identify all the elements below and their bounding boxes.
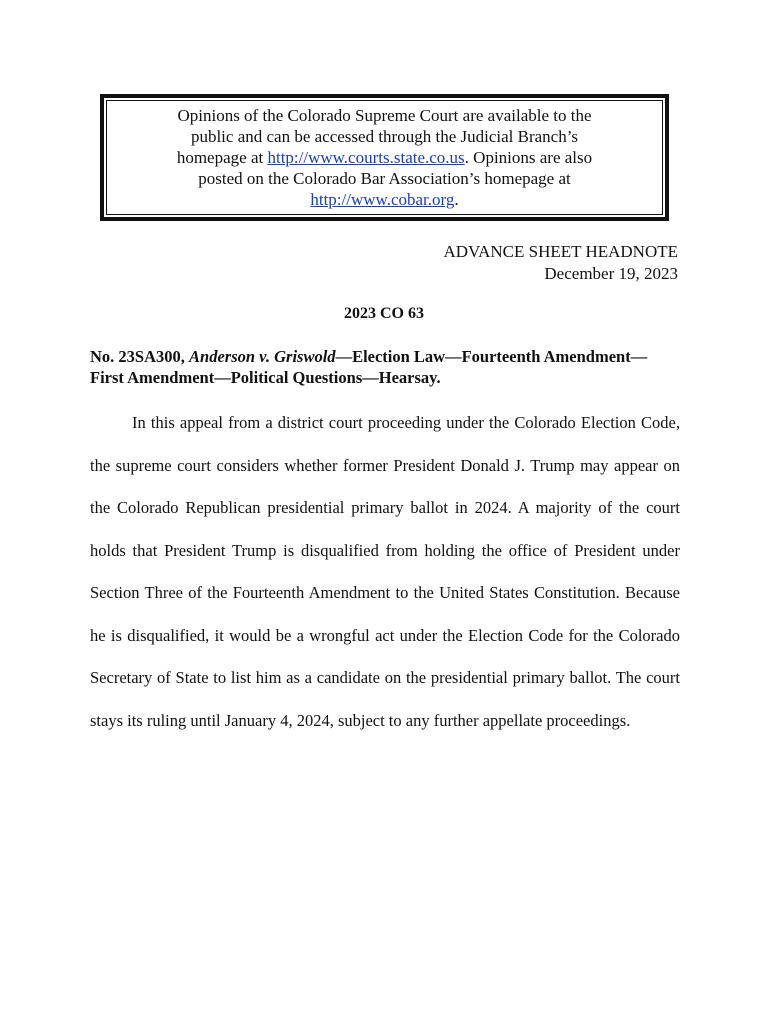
summary-paragraph: In this appeal from a district court proceeding under the Colorado Election Code, the supreme court considers whether former President Donald J. Trump may appear on the Colorado Republican presidential primary ballot in 2024. A majority of the court holds that President Trump is disqualified from holding the office of President under Section Three of the Fourteenth Amendment to the United States Constitution. Because he is disqualified, it would be a wrongful act under the Election Code for the Colorado Secretary of State to list him as a candidate on the presidential primary ballot. The court stays its ruling until January 4, 2024, subject to any further appellate proceedings. [90,413,680,730]
notice-text [106,100,663,215]
case-topics: —Election Law—Fourteenth Amendment—First Amendment—Political Questions—Hearsay. [90,347,648,387]
notice-line-3-pre: homepage at [176,148,268,167]
case-number: No. 23SA300, [90,347,190,366]
case-parties: Anderson v. Griswold [189,347,336,366]
notice-box [100,94,669,221]
notice-line-3-post: . Opinions are also [464,148,593,167]
notice-line-3 [177,147,592,168]
notice-line-5 [310,189,458,210]
notice-line-2: public and can be accessed through the Judicial Branch’s [190,127,579,146]
headnote [443,241,678,285]
notice-line-4: posted on the Colorado Bar Association’s homepage at [198,169,571,188]
case-caption [90,346,680,388]
cobar-link[interactable]: http://www.cobar.org [310,190,455,209]
headnote-date: December 19, 2023 [544,264,678,283]
headnote-label: ADVANCE SHEET HEADNOTE [443,242,678,261]
citation: 2023 CO 63 [344,305,424,322]
notice-line-1: Opinions of the Colorado Supreme Court are available to the [177,106,592,125]
notice-line-5-post: . [454,190,459,209]
courts-link[interactable]: http://www.courts.state.co.us [267,148,465,167]
